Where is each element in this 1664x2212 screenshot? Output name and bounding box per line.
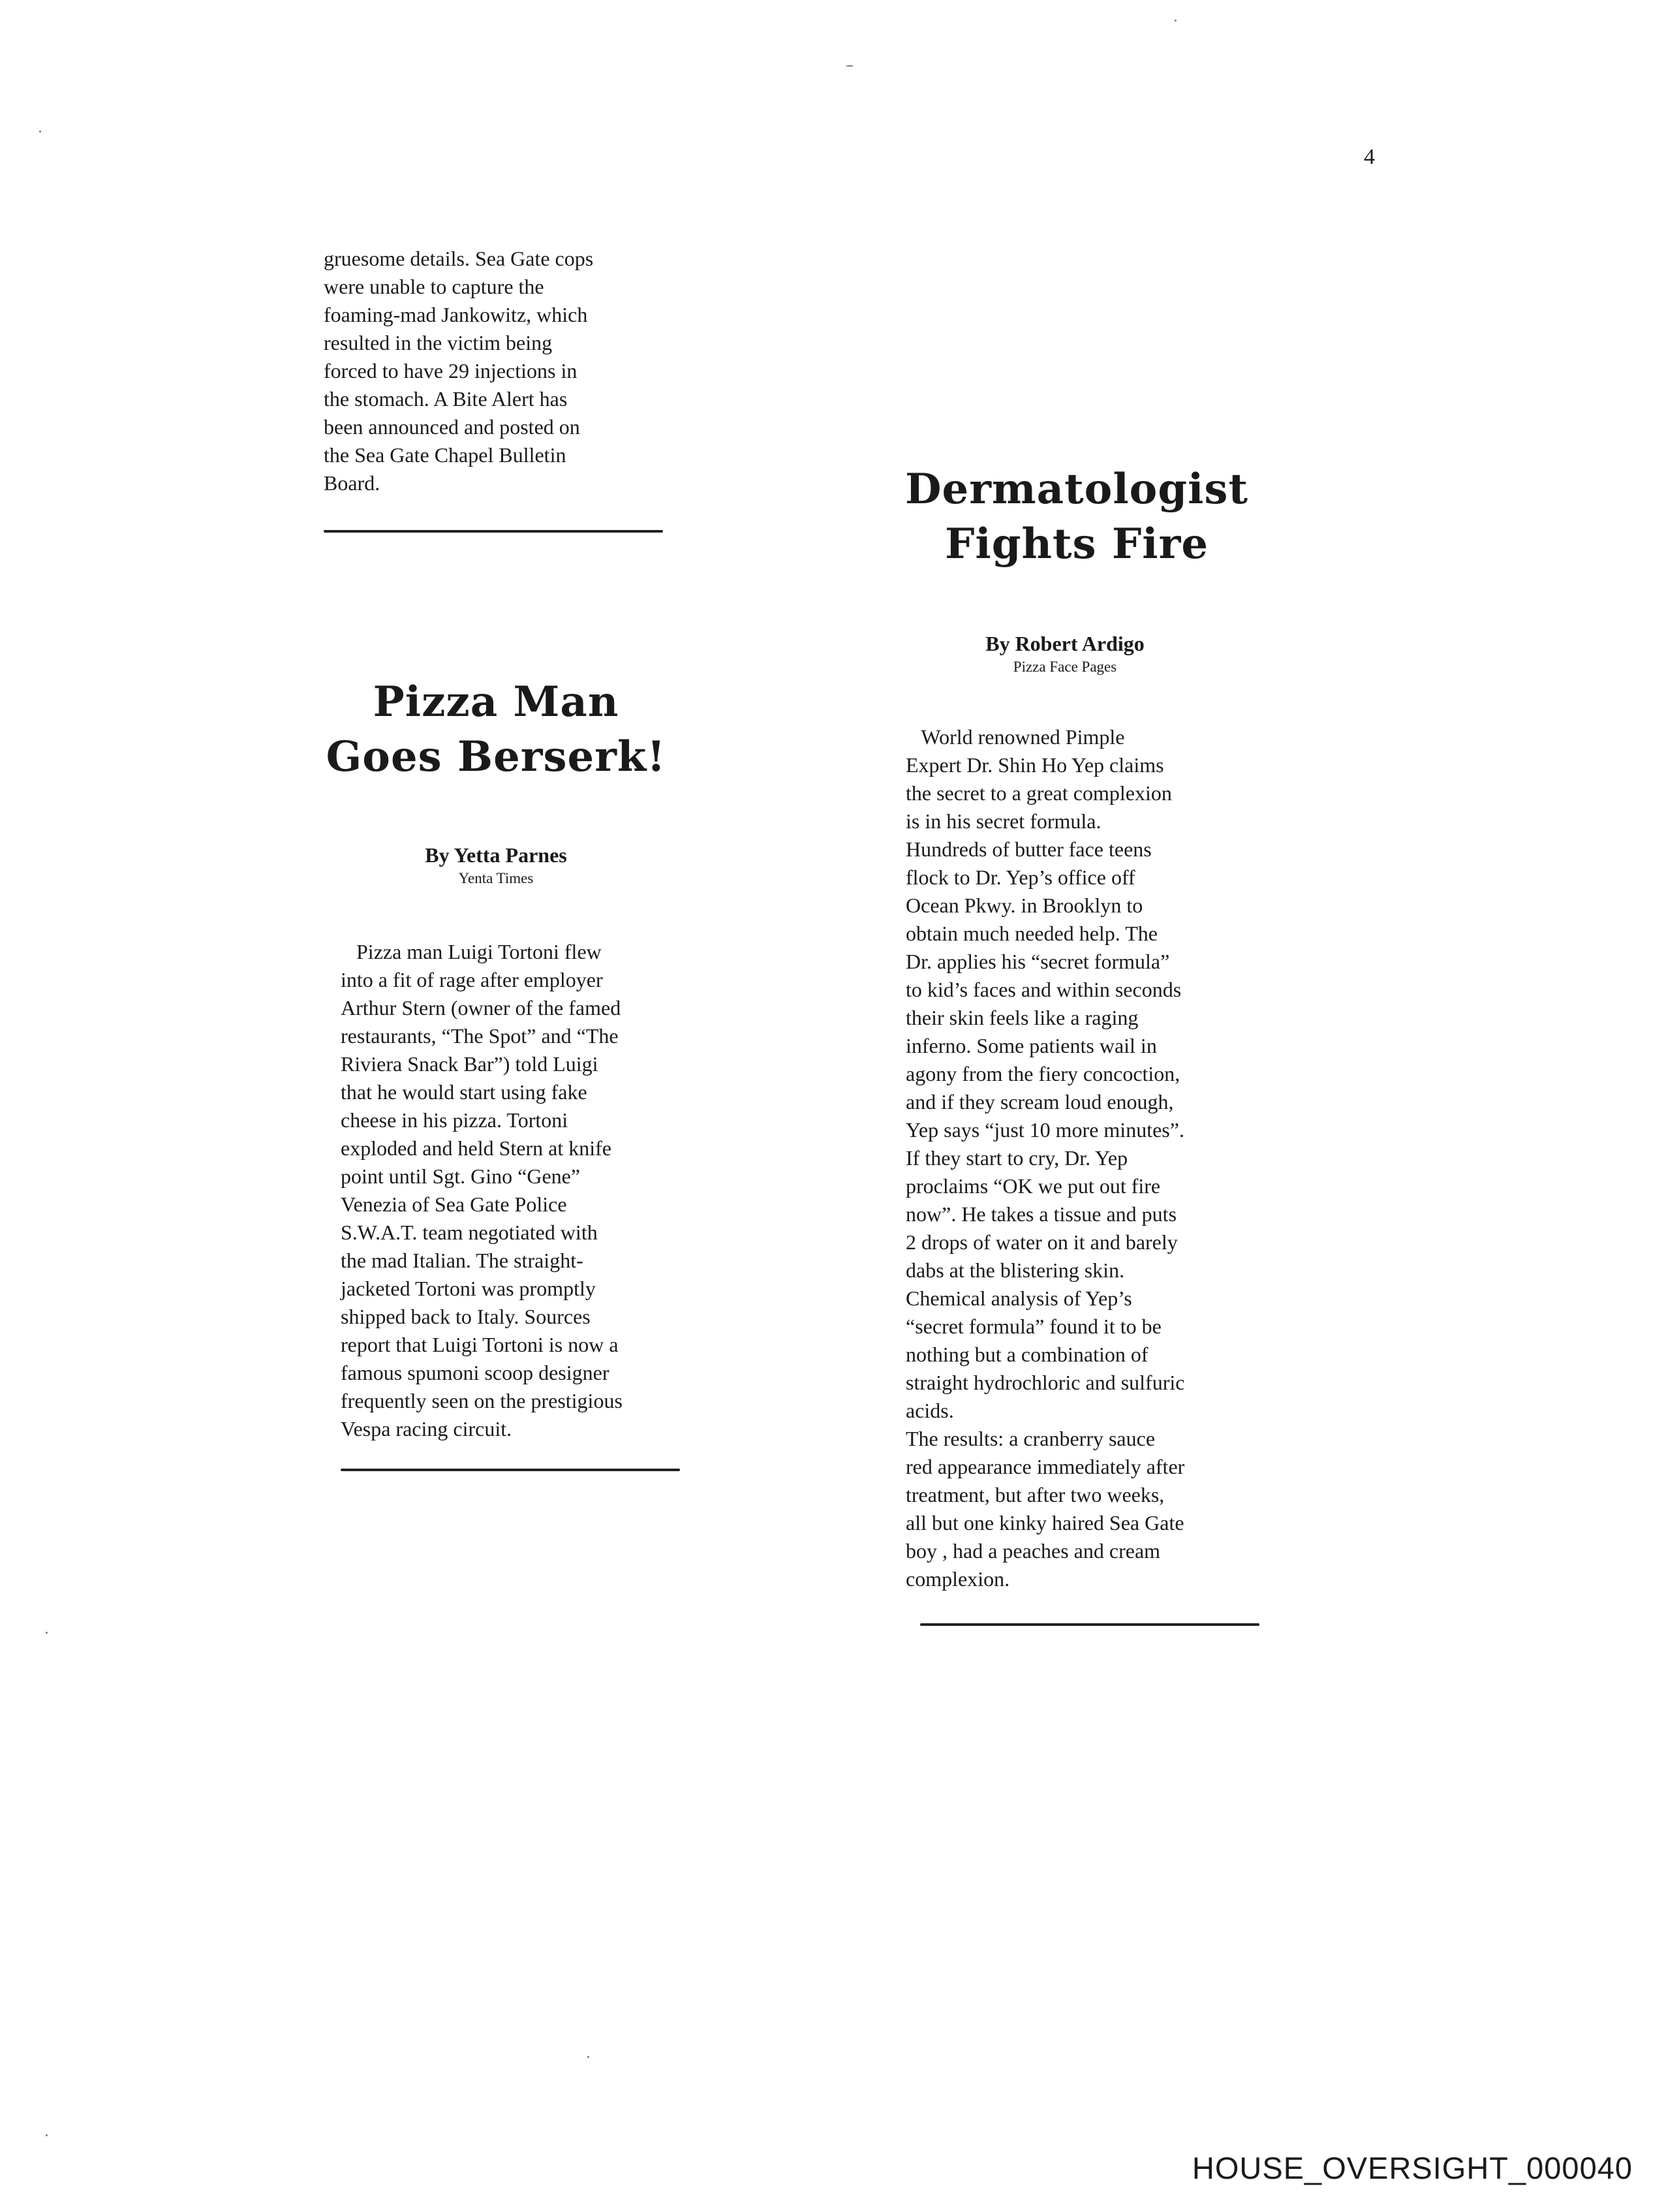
article-line: The results: a cranberry sauce [906,1427,1156,1450]
article-line: World renowned Pimple [906,725,1125,749]
scan-speck [46,2134,48,2136]
article-line: red appearance immediately after [906,1455,1185,1478]
article-line: complexion. [906,1567,1010,1591]
article-line: agony from the fiery concoction, [906,1062,1180,1085]
article-line: gruesome details. Sea Gate cops [324,247,594,270]
article-line: treatment, but after two weeks, [906,1483,1165,1506]
scan-speck [46,1632,48,1634]
pizza-headline: Pizza Man Goes Berserk! [326,678,666,781]
article-line: S.W.A.T. team negotiated with [341,1221,598,1244]
article-line: nothing but a combination of [906,1343,1148,1366]
article-line: If they start to cry, Dr. Yep [906,1146,1128,1170]
article-line: Expert Dr. Shin Ho Yep claims [906,753,1164,777]
article-line: Riviera Snack Bar”) told Luigi [341,1052,598,1076]
article-line: that he would start using fake [341,1080,587,1104]
article-line: inferno. Some patients wail in [906,1034,1157,1057]
article-line: Board. [324,471,380,495]
bates-number: HOUSE_OVERSIGHT_000040 [1192,2151,1633,2185]
article-line: straight hydrochloric and sulfuric [906,1371,1185,1394]
article-line: Hundreds of butter face teens [906,837,1152,861]
article-line: Venezia of Sea Gate Police [341,1192,567,1216]
article-line: Ocean Pkwy. in Brooklyn to [906,894,1143,917]
article-line: famous spumoni scoop designer [341,1361,609,1384]
article-line: jacketed Tortoni was promptly [341,1277,596,1300]
pizza-source: Yenta Times [458,870,534,886]
article-line: point until Sgt. Gino “Gene” [341,1164,581,1188]
article-line: the stomach. A Bite Alert has [324,387,568,411]
article-line: into a fit of rage after employer [341,968,603,991]
scan-speck [846,65,854,67]
article-line: all but one kinky haired Sea Gate [906,1511,1184,1534]
article-line: Chemical analysis of Yep’s [906,1286,1132,1310]
article-line: boy , had a peaches and cream [906,1539,1161,1563]
article-line: Pizza man Luigi Tortoni flew [341,940,602,963]
article-line: and if they scream loud enough, [906,1090,1174,1114]
article-line: Dr. applies his “secret formula” [906,950,1170,973]
article-line: resulted in the victim being [324,331,553,354]
pizza-byline: By Yetta Parnes [425,843,567,867]
article-line: the Sea Gate Chapel Bulletin [324,443,566,467]
derm-byline: By Robert Ardigo [985,632,1145,655]
derm-headline: Dermatologist Fights Fire [904,465,1249,569]
article-line: obtain much needed help. The [906,922,1158,945]
article-line: acids. [906,1399,954,1422]
article-line: Yep says “just 10 more minutes”. [906,1118,1184,1142]
article-line: their skin feels like a raging [906,1006,1139,1029]
article-line: the secret to a great complexion [906,781,1172,805]
article-line: “secret formula” found it to be [906,1315,1162,1338]
article-line: restaurants, “The Spot” and “The [341,1024,619,1048]
scan-speck [1175,20,1177,22]
article-line: shipped back to Italy. Sources [341,1305,591,1328]
article-line: were unable to capture the [324,275,544,298]
section-divider [920,1623,1259,1626]
article-line: cheese in his pizza. Tortoni [341,1108,568,1132]
article-line: Vespa racing circuit. [341,1417,512,1441]
article-line: dabs at the blistering skin. [906,1258,1125,1282]
article-line: 2 drops of water on it and barely [906,1230,1178,1254]
article-line: been announced and posted on [324,415,580,439]
continued-article [324,245,593,497]
scan-speck [39,131,41,132]
article-line: is in his secret formula. [906,809,1102,833]
article-line: the mad Italian. The straight- [341,1249,583,1272]
article-line: foaming-mad Jankowitz, which [324,303,588,326]
derm-source: Pizza Face Pages [1013,659,1117,675]
page-number: 4 [1364,145,1375,169]
article-line: now”. He takes a tissue and puts [906,1202,1177,1226]
pizza-article-body [341,938,623,1443]
article-line: frequently seen on the prestigious [341,1389,623,1412]
article-line: forced to have 29 injections in [324,359,578,382]
section-divider [324,530,663,533]
article-line: proclaims “OK we put out fire [906,1174,1161,1198]
article-line: Arthur Stern (owner of the famed [341,996,621,1020]
article-line: to kid’s faces and within seconds [906,978,1182,1001]
section-divider [341,1469,680,1471]
article-line: report that Luigi Tortoni is now a [341,1333,619,1356]
article-line: exploded and held Stern at knife [341,1136,611,1160]
article-line: flock to Dr. Yep’s office off [906,865,1135,889]
scan-speck [587,2056,589,2058]
derm-article-body [906,723,1184,1593]
